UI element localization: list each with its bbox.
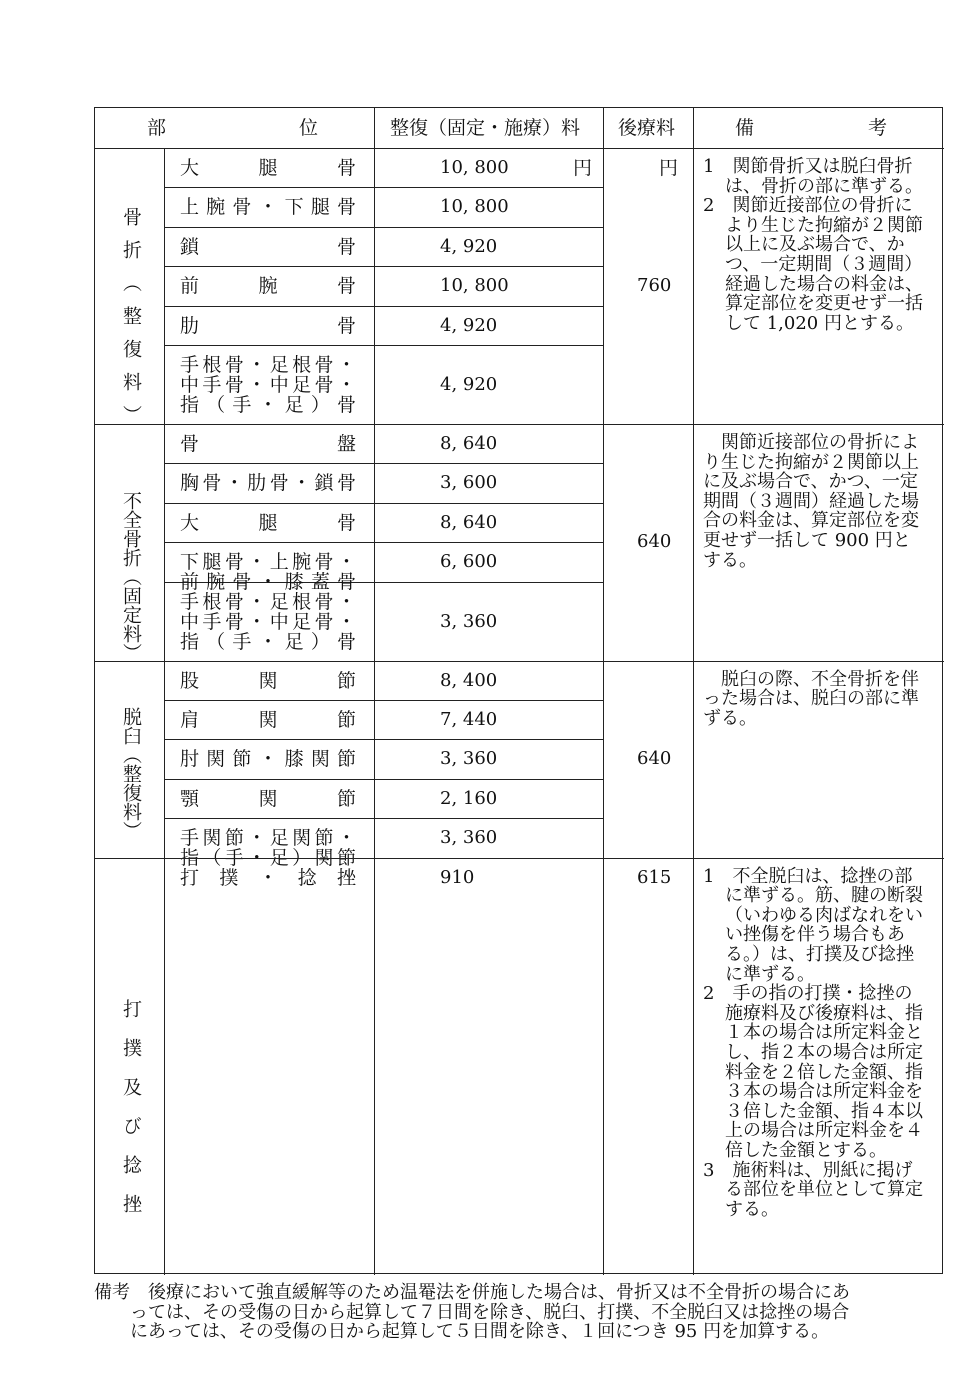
part-line: 指（手・足）関節 [180, 848, 356, 869]
rule-line [693, 108, 694, 1275]
part-line: 中手骨・中足骨・ [180, 375, 356, 395]
row-part-label [180, 316, 356, 336]
aftercare-unit-label: 円 [659, 157, 679, 179]
rule-line [164, 148, 165, 1275]
row-part-label [180, 552, 356, 592]
row-part-label [180, 276, 356, 296]
rule-line [164, 187, 603, 188]
row-part-label [180, 828, 356, 868]
part-line: 肘関節・膝関節 [180, 749, 356, 770]
rule-line [164, 266, 603, 267]
part-line: 肩 関 節 [180, 710, 356, 730]
group-label: 打撲及び捻挫 [120, 999, 142, 1234]
remarks-note [703, 157, 923, 333]
part-line: 手根骨・足根骨・ [180, 591, 356, 612]
rule-line [164, 542, 603, 543]
part-line: 胸骨・肋骨・鎖骨 [180, 473, 356, 494]
rule-line [164, 818, 603, 819]
row-part-label [180, 710, 356, 730]
remarks-text: 2 関節近接部位の骨折により生じた拘縮が２関節以上に及ぶ場合で、かつ、一定期間（３週間）経過した場合の料金は、算定部位を変更せず一括して 1,020 円とする。 [703, 195, 923, 334]
footer-line: にあっては、その受傷の日から起算して５日間を除き、１回につき 95 円を加算する。 [94, 1321, 830, 1342]
row-fee: 10, 800 [440, 275, 509, 297]
row-fee: 8, 640 [440, 433, 498, 454]
remarks-text: 関節近接部位の骨折により生じた拘縮が２関節以上に及ぶ場合で、かつ、一定期間（３週間）経過した場合の料金は、算定部位を変更せず一括して 900 円とする。 [703, 432, 919, 571]
row-part-label [180, 158, 356, 178]
part-line: 鎖 骨 [180, 236, 356, 257]
fee-table [94, 107, 943, 1274]
part-line: 下腿骨・上腕骨・ [180, 552, 356, 573]
row-fee: 8, 400 [440, 669, 498, 691]
group-label: 骨折（整復料） [120, 206, 142, 438]
remarks-text: 1 不全脱臼は、捻挫の部に準ずる。筋、腱の断裂（いわゆる肉ばなれをいい挫傷を伴う場合もある。）は、打撲及び捻挫に準ずる。 [703, 865, 923, 985]
remarks-note [703, 867, 923, 1220]
part-line: 上腕骨・下腿骨 [180, 197, 356, 218]
row-part-label [180, 197, 356, 217]
remarks-note [703, 433, 923, 570]
row-fee: 4, 920 [440, 235, 498, 257]
part-line: 股 関 節 [180, 670, 356, 691]
part-line: 大 腿 骨 [180, 158, 356, 178]
group-label: 不全骨折（固定料） [120, 490, 142, 662]
row-part-label [180, 434, 356, 454]
footer-line: っては、その受傷の日から起算して７日間を除き、脱臼、打撲、不全脱臼又は捻挫の場合 [94, 1301, 850, 1323]
part-line: 肋 骨 [180, 315, 356, 336]
row-part-label [180, 513, 356, 533]
row-part-label [180, 749, 356, 769]
row-fee: 3, 600 [440, 472, 498, 494]
part-line: 手根骨・足根骨・ [180, 355, 356, 375]
rule-line [95, 858, 944, 859]
row-fee: 10, 800 [440, 196, 509, 218]
remarks-text: 2 手の指の打撲・捻挫の施療料及び後療料は、指１本の場合は所定料金とし、指２本の場合は所定料金を２倍した金額、指３本の場合は所定料金を３倍した金額、指４本以上の場合は所定料金を４倍した金額とする。 [703, 983, 923, 1161]
row-fee: 4, 920 [440, 374, 498, 395]
remarks-note [703, 670, 923, 729]
rule-line [374, 108, 375, 1275]
row-fee: 10, 800 [440, 157, 509, 178]
part-line: 指（手・足）骨 [180, 631, 356, 652]
row-fee: 3, 360 [440, 827, 498, 849]
aftercare-fee: 640 [637, 531, 672, 553]
part-line: 中手骨・中足骨・ [180, 611, 356, 632]
part-line: 顎 関 節 [180, 788, 356, 809]
footer-note [94, 1283, 944, 1342]
fee-unit-label: 円 [573, 157, 593, 179]
part-line: 前腕骨・膝蓋骨 [180, 572, 356, 593]
part-line: 前 腕 骨 [180, 276, 356, 297]
aftercare-fee: 640 [637, 748, 672, 770]
row-fee: 7, 440 [440, 709, 498, 730]
rule-line [164, 463, 603, 464]
row-fee: 6, 600 [440, 551, 498, 573]
row-fee: 910 [440, 866, 475, 888]
row-fee: 8, 640 [440, 511, 498, 533]
part-line: 打撲・捻挫 [180, 867, 356, 888]
part-line: 指（手・足）骨 [180, 395, 356, 415]
part-line: 手関節・足関節・ [180, 828, 356, 849]
header-part: 部 位 [147, 117, 319, 139]
row-fee: 3, 360 [440, 610, 498, 632]
rule-line [603, 108, 604, 1275]
remarks-text: 脱臼の際、不全骨折を伴った場合は、脱臼の部に準ずる。 [703, 668, 919, 729]
rule-line [95, 148, 944, 149]
row-part-label [180, 237, 356, 257]
aftercare-fee: 615 [637, 866, 672, 888]
part-line: 大 腿 骨 [180, 512, 356, 533]
row-part-label [180, 473, 356, 493]
remarks-text: 3 施術料は、別紙に掲げる部位を単位として算定する。 [703, 1159, 923, 1220]
row-fee: 3, 360 [440, 748, 498, 770]
header-remarks: 備 考 [735, 117, 888, 139]
row-part-label [180, 355, 356, 415]
row-part-label [180, 592, 356, 652]
rule-line [95, 661, 944, 662]
aftercare-fee: 760 [637, 275, 672, 296]
footer-line: 備考 後療において強直緩解等のため温罨法を併施した場合は、骨折又は不全骨折の場合にあ [94, 1282, 850, 1303]
part-line: 骨 盤 [180, 434, 356, 454]
row-fee: 2, 160 [440, 787, 498, 809]
row-part-label [180, 868, 356, 888]
row-part-label [180, 789, 356, 809]
rule-line [95, 424, 944, 425]
rule-line [164, 306, 603, 307]
rule-line [164, 227, 603, 228]
rule-line [164, 779, 603, 780]
rule-line [164, 739, 603, 740]
row-part-label [180, 671, 356, 691]
remarks-text: 1 関節骨折又は脱臼骨折は、骨折の部に準ずる。 [703, 156, 923, 197]
rule-line [164, 345, 603, 346]
header-reduction-fee: 整復（固定・施療）料 [390, 117, 581, 139]
rule-line [164, 503, 603, 504]
header-aftercare-fee: 後療料 [618, 117, 676, 139]
group-label: 脱臼（整復料） [120, 706, 142, 840]
rule-line [164, 700, 603, 701]
row-fee: 4, 920 [440, 314, 498, 336]
